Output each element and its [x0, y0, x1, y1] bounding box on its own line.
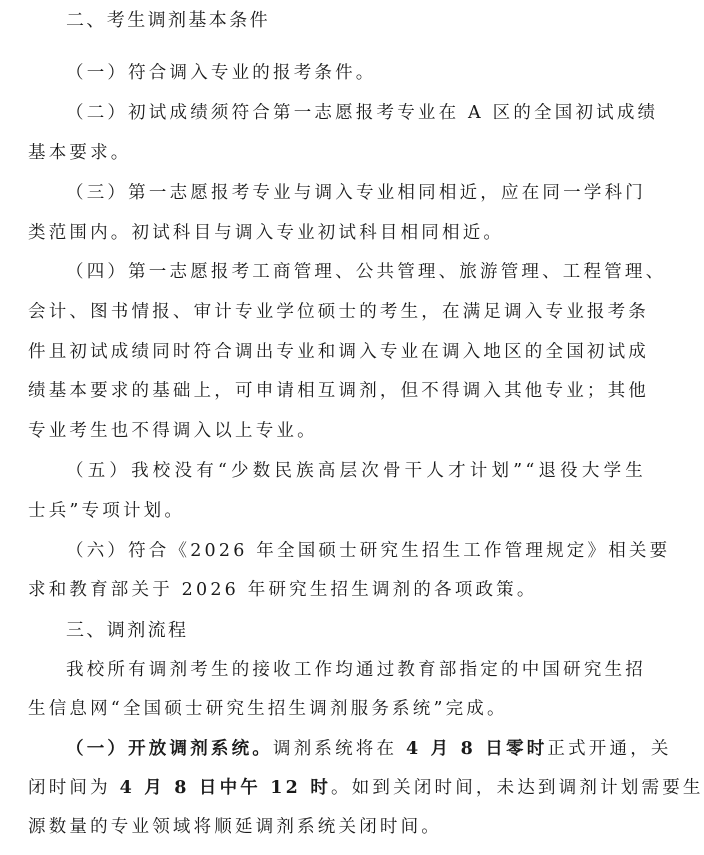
condition-4-line-5: 专业考生也不得调入以上专业。: [28, 421, 318, 441]
condition-2-line-2: 基本要求。: [28, 143, 132, 163]
condition-3-line-1: （三）第一志愿报考专业与调入专业相同相近，应在同一学科门: [66, 183, 646, 203]
condition-5-line-1: （五）我校没有“少数民族高层次骨干人才计划”“退役大学生: [66, 461, 646, 481]
section-heading-conditions: 二、考生调剂基本条件: [66, 10, 270, 31]
condition-4-line-3: 件且初试成绩同时符合调出专业和调入专业在调入地区的全国初试成: [28, 342, 649, 362]
process-step-1-text-3: 闭时间为: [28, 778, 120, 798]
process-intro-line-2: 生信息网“全国硕士研究生招生调剂服务系统”完成。: [28, 699, 508, 719]
condition-3-line-2: 类范围内。初试科目与调入专业初试科目相同相近。: [28, 223, 505, 243]
process-intro-line-1: 我校所有调剂考生的接收工作均通过教育部指定的中国研究生招: [66, 660, 646, 680]
condition-6-line-2: 求和教育部关于 2026 年研究生招生调剂的各项政策。: [28, 580, 538, 600]
process-step-1-line-1: [66, 734, 672, 764]
process-step-1-line-2: [28, 773, 704, 803]
process-close-time: 4 月 8 日中午 12 时: [119, 778, 332, 798]
process-step-1-label: （一）开放调剂系统。: [66, 739, 273, 759]
condition-1-line-1: （一）符合调入专业的报考条件。: [66, 63, 377, 83]
condition-4-line-4: 绩基本要求的基础上，可申请相互调剂，但不得调入其他专业；其他: [28, 381, 649, 401]
condition-4-line-1: （四）第一志愿报考工商管理、公共管理、旅游管理、工程管理、: [66, 262, 667, 282]
condition-5-line-2: 士兵”专项计划。: [28, 501, 186, 521]
condition-2-line-1: （二）初试成绩须符合第一志愿报考专业在 A 区的全国初试成绩: [66, 103, 659, 123]
section-heading-process: 三、调剂流程: [66, 620, 189, 641]
process-step-1-text-2: 正式开通，关: [547, 739, 672, 759]
process-step-1-line-3: 源数量的专业领域将顺延调剂系统关闭时间。: [28, 817, 442, 837]
condition-6-line-1: （六）符合《2026 年全国硕士研究生招生工作管理规定》相关要: [66, 541, 671, 561]
condition-4-line-2: 会计、图书情报、审计专业学位硕士的考生，在满足调入专业报考条: [28, 302, 649, 322]
process-step-1-text-1: 调剂系统将在: [273, 739, 406, 759]
process-open-time: 4 月 8 日零时: [405, 739, 548, 759]
process-step-1-text-4: 。如到关闭时间，未达到调剂计划需要生: [331, 778, 704, 798]
